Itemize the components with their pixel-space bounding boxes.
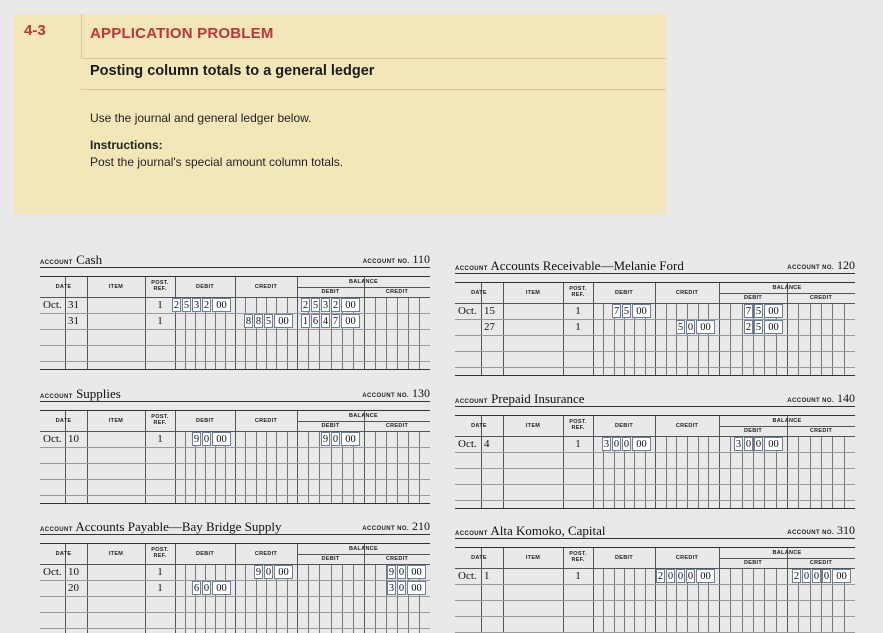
amount-digit[interactable]: 00: [632, 304, 651, 318]
instructions-text: Post the journal's special amount column totals.: [90, 155, 344, 169]
amount-digit[interactable]: 2: [332, 300, 339, 311]
col-header-credit: CREDIT: [675, 423, 699, 429]
account-number-line: [787, 523, 855, 538]
amount-digit[interactable]: 5: [312, 300, 319, 311]
account-number-line: [787, 391, 855, 406]
problem-subtitle: Posting column totals to a general ledger: [90, 63, 375, 79]
account-label: ACCOUNT: [455, 266, 488, 272]
col-header-credit: CREDIT: [809, 428, 833, 434]
col-header-credit: CREDIT: [809, 560, 833, 566]
row-day: 1: [484, 570, 490, 582]
amount-digit[interactable]: 00: [832, 569, 851, 583]
amount-digit[interactable]: 0: [687, 571, 694, 582]
amount-credit[interactable]: [254, 565, 294, 579]
account-name-line: [40, 252, 102, 268]
account-label: ACCOUNT: [40, 260, 73, 266]
col-header-balance: BALANCE: [772, 418, 802, 424]
amount-bal-credit[interactable]: [792, 569, 852, 583]
amount-debit[interactable]: [612, 304, 652, 318]
account-name-line: [455, 523, 606, 539]
amount-digit[interactable]: 0: [687, 322, 694, 333]
amount-digit[interactable]: 5: [755, 306, 762, 317]
ledger-1: [455, 258, 855, 368]
amount-digit[interactable]: 5: [265, 316, 272, 327]
account-name-line: [455, 258, 684, 274]
col-header-post: POST.: [569, 286, 587, 292]
col-header-debit: DEBIT: [744, 560, 762, 566]
ledger-0: [40, 252, 430, 362]
ledger-grid: [40, 410, 430, 504]
col-header-ref: REF.: [571, 425, 585, 431]
col-header-post: POST.: [151, 280, 169, 286]
amount-debit[interactable]: [192, 581, 232, 595]
amount-digit[interactable]: 0: [398, 583, 405, 594]
row-post-ref: 1: [575, 321, 581, 333]
col-header-item: ITEM: [108, 284, 124, 290]
amount-digit[interactable]: 0: [667, 571, 674, 582]
amount-bal-debit[interactable]: [744, 304, 784, 318]
ledger-grid: [455, 415, 855, 509]
account-no-label: ACCOUNT NO.: [787, 398, 834, 404]
amount-digit[interactable]: 7: [745, 306, 752, 317]
col-header-post: POST.: [569, 419, 587, 425]
problem-number: 4-3: [24, 22, 46, 39]
col-header-post: POST.: [151, 547, 169, 553]
amount-digit[interactable]: 0: [332, 434, 339, 445]
amount-digit[interactable]: 00: [274, 314, 293, 328]
amount-digit[interactable]: 00: [696, 320, 715, 334]
amount-digit[interactable]: 00: [212, 298, 231, 312]
col-header-item: ITEM: [108, 551, 124, 557]
col-header-debit: DEBIT: [321, 556, 340, 562]
col-header-debit: DEBIT: [744, 295, 762, 301]
account-number: 310: [837, 523, 855, 537]
amount-digit[interactable]: 6: [312, 316, 319, 327]
row-day: 10: [68, 566, 79, 578]
amount-digit[interactable]: 2: [173, 300, 180, 311]
ledger-grid: [40, 276, 430, 370]
account-no-label: ACCOUNT NO.: [362, 393, 409, 399]
account-number-line: [362, 519, 430, 534]
amount-bal-credit[interactable]: [387, 581, 427, 595]
row-month: Oct.: [43, 566, 62, 578]
col-header-debit: DEBIT: [321, 289, 340, 295]
amount-debit[interactable]: [172, 298, 232, 312]
col-header-date: DATE: [55, 418, 72, 424]
row-day: 31: [68, 299, 79, 311]
amount-bal-debit[interactable]: [744, 320, 784, 334]
account-number: 120: [837, 258, 855, 272]
col-header-debit: DEBIT: [196, 418, 214, 424]
col-header-balance: BALANCE: [772, 550, 802, 556]
ledger-5: [455, 523, 855, 633]
account-name: Accounts Payable—Bay Bridge Supply: [75, 519, 282, 534]
amount-bal-debit[interactable]: [734, 437, 784, 451]
col-header-credit: CREDIT: [254, 418, 278, 424]
account-label: ACCOUNT: [455, 399, 488, 405]
row-day: 31: [68, 315, 79, 327]
col-header-credit: CREDIT: [254, 284, 278, 290]
amount-digit[interactable]: 0: [823, 571, 830, 582]
account-no-label: ACCOUNT NO.: [787, 265, 834, 271]
row-post-ref: 1: [157, 566, 163, 578]
ledger-4: [40, 519, 430, 629]
amount-digit[interactable]: 9: [193, 434, 200, 445]
amount-digit[interactable]: 3: [603, 439, 610, 450]
account-no-label: ACCOUNT NO.: [362, 259, 410, 265]
amount-digit[interactable]: 7: [613, 306, 620, 317]
amount-digit[interactable]: 0: [398, 567, 405, 578]
amount-bal-debit[interactable]: [301, 314, 361, 328]
col-header-date: DATE: [55, 551, 72, 557]
amount-credit[interactable]: [676, 320, 716, 334]
col-header-debit: DEBIT: [196, 284, 214, 290]
col-header-ref: REF.: [153, 553, 167, 559]
col-header-debit: DEBIT: [615, 290, 633, 296]
amount-digit[interactable]: 0: [203, 434, 210, 445]
row-day: 15: [484, 305, 495, 317]
col-header-item: ITEM: [525, 290, 541, 296]
row-month: Oct.: [458, 305, 477, 317]
col-header-item: ITEM: [525, 423, 541, 429]
amount-bal-debit[interactable]: [301, 298, 361, 312]
col-header-balance: BALANCE: [349, 546, 378, 552]
ledger-3: [455, 391, 855, 501]
account-name-line: [40, 386, 121, 402]
amount-digit[interactable]: 9: [322, 434, 329, 445]
amount-digit[interactable]: 2: [302, 300, 309, 311]
account-number: 130: [412, 386, 430, 400]
account-number: 110: [412, 252, 430, 266]
account-name: Supplies: [76, 386, 121, 401]
col-header-credit: CREDIT: [254, 551, 278, 557]
row-post-ref: 1: [157, 582, 163, 594]
account-name: Cash: [76, 252, 103, 267]
account-no-label: ACCOUNT NO.: [362, 526, 409, 532]
amount-digit[interactable]: 0: [813, 571, 820, 582]
amount-digit[interactable]: 00: [407, 581, 426, 595]
amount-digit[interactable]: 0: [745, 439, 752, 450]
row-post-ref: 1: [157, 315, 163, 327]
account-label: ACCOUNT: [40, 394, 73, 400]
amount-digit[interactable]: 4: [322, 316, 329, 327]
row-post-ref: 1: [157, 433, 163, 445]
amount-digit[interactable]: 00: [341, 314, 360, 328]
account-no-label: ACCOUNT NO.: [787, 530, 834, 536]
row-month: Oct.: [43, 299, 62, 311]
row-day: 27: [484, 321, 495, 333]
ledger-grid: [40, 543, 430, 633]
amount-digit[interactable]: 00: [764, 437, 783, 451]
row-post-ref: 1: [575, 305, 581, 317]
col-header-balance: BALANCE: [349, 413, 378, 419]
amount-digit[interactable]: 8: [245, 316, 252, 327]
account-name-line: [40, 519, 282, 535]
amount-digit[interactable]: 00: [696, 569, 715, 583]
col-header-date: DATE: [55, 284, 72, 290]
col-header-item: ITEM: [108, 418, 124, 424]
amount-digit[interactable]: 0: [803, 571, 810, 582]
amount-digit[interactable]: 5: [677, 322, 684, 333]
col-header-debit: DEBIT: [615, 555, 633, 561]
amount-digit[interactable]: 3: [388, 583, 395, 594]
col-header-item: ITEM: [525, 555, 541, 561]
instructions-label: Instructions:: [90, 138, 163, 152]
amount-digit[interactable]: 2: [745, 322, 752, 333]
amount-digit[interactable]: 0: [613, 439, 620, 450]
amount-digit[interactable]: 00: [212, 581, 231, 595]
amount-digit[interactable]: 7: [332, 316, 339, 327]
col-header-balance: BALANCE: [349, 279, 378, 285]
row-post-ref: 1: [575, 570, 581, 582]
account-name-line: [455, 391, 585, 407]
account-name: Alta Komoko, Capital: [490, 523, 606, 538]
col-header-credit: CREDIT: [809, 295, 833, 301]
amount-credit[interactable]: [244, 314, 294, 328]
ledger-grid: [455, 282, 855, 376]
col-header-ref: REF.: [571, 292, 585, 298]
col-header-ref: REF.: [153, 286, 167, 292]
col-header-credit: CREDIT: [675, 290, 699, 296]
col-header-date: DATE: [471, 555, 487, 561]
col-header-debit: DEBIT: [321, 423, 340, 429]
ledger-2: [40, 386, 430, 496]
amount-digit[interactable]: 2: [203, 300, 210, 311]
row-month: Oct.: [458, 438, 477, 450]
amount-bal-debit[interactable]: [321, 432, 361, 446]
row-post-ref: 1: [157, 299, 163, 311]
amount-digit[interactable]: 2: [793, 571, 800, 582]
amount-digit[interactable]: 5: [183, 300, 190, 311]
amount-digit[interactable]: 8: [255, 316, 262, 327]
intro-text: Use the journal and general ledger below.: [90, 111, 312, 125]
row-month: Oct.: [458, 570, 477, 582]
amount-digit[interactable]: 3: [193, 300, 200, 311]
amount-digit[interactable]: 00: [407, 565, 426, 579]
account-number-line: [362, 386, 430, 401]
problem-title: APPLICATION PROBLEM: [90, 25, 274, 42]
account-label: ACCOUNT: [455, 531, 488, 537]
amount-digit[interactable]: 00: [764, 320, 783, 334]
col-header-debit: DEBIT: [196, 551, 214, 557]
amount-debit[interactable]: [602, 437, 652, 451]
amount-digit[interactable]: 00: [764, 304, 783, 318]
col-header-balance: BALANCE: [772, 285, 802, 291]
amount-digit[interactable]: 0: [265, 567, 272, 578]
amount-digit[interactable]: 00: [341, 298, 360, 312]
problem-header: [14, 14, 666, 214]
amount-digit[interactable]: 0: [677, 571, 684, 582]
col-header-credit: CREDIT: [385, 556, 409, 562]
row-post-ref: 1: [575, 438, 581, 450]
col-header-ref: REF.: [571, 557, 585, 563]
row-month: Oct.: [43, 433, 62, 445]
amount-digit[interactable]: 00: [212, 432, 231, 446]
col-header-credit: CREDIT: [385, 289, 409, 295]
col-header-debit: DEBIT: [744, 428, 762, 434]
amount-digit[interactable]: 2: [657, 571, 664, 582]
row-day: 20: [68, 582, 79, 594]
col-header-ref: REF.: [153, 420, 167, 426]
amount-digit[interactable]: 00: [632, 437, 651, 451]
row-day: 10: [68, 433, 79, 445]
col-header-credit: CREDIT: [675, 555, 699, 561]
col-header-date: DATE: [471, 290, 487, 296]
amount-digit[interactable]: 9: [255, 567, 262, 578]
amount-digit[interactable]: 0: [623, 439, 630, 450]
account-number-line: [787, 258, 855, 273]
amount-credit[interactable]: [656, 569, 716, 583]
col-header-credit: CREDIT: [385, 423, 409, 429]
amount-digit[interactable]: 1: [302, 316, 309, 327]
account-label: ACCOUNT: [40, 527, 73, 533]
account-number-line: [363, 252, 430, 267]
col-header-date: DATE: [471, 423, 487, 429]
amount-digit[interactable]: 0: [203, 583, 210, 594]
amount-digit[interactable]: 6: [193, 583, 200, 594]
account-name: Accounts Receivable—Melanie Ford: [490, 258, 684, 273]
amount-digit[interactable]: 9: [388, 567, 395, 578]
amount-digit[interactable]: 00: [341, 432, 360, 446]
col-header-post: POST.: [569, 551, 587, 557]
ledger-grid: [455, 547, 855, 633]
account-name: Prepaid Insurance: [491, 391, 585, 406]
amount-digit[interactable]: 3: [322, 300, 329, 311]
account-number: 140: [837, 391, 855, 405]
amount-digit[interactable]: 00: [274, 565, 293, 579]
amount-debit[interactable]: [192, 432, 232, 446]
amount-digit[interactable]: 3: [735, 439, 742, 450]
col-header-post: POST.: [151, 414, 169, 420]
amount-bal-credit[interactable]: [387, 565, 427, 579]
col-header-debit: DEBIT: [615, 423, 633, 429]
account-number: 210: [412, 519, 430, 533]
amount-digit[interactable]: 0: [755, 439, 762, 450]
amount-digit[interactable]: 5: [623, 306, 630, 317]
amount-digit[interactable]: 5: [755, 322, 762, 333]
row-day: 4: [484, 438, 490, 450]
